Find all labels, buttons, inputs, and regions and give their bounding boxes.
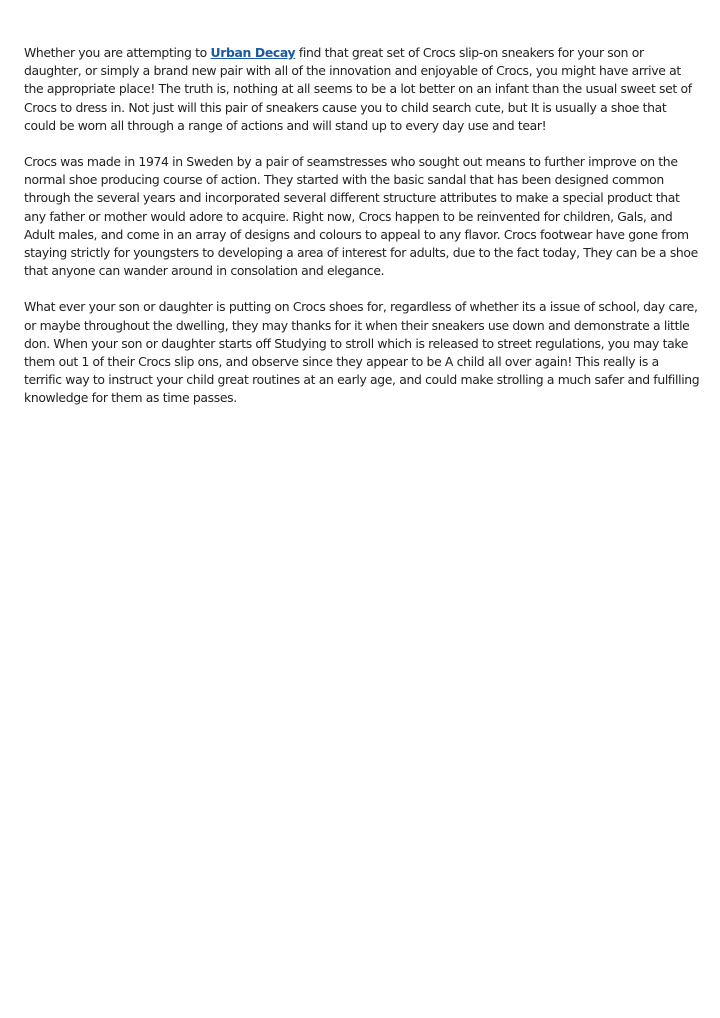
paragraph-1 — [24, 44, 700, 135]
urban-decay-link[interactable]: Urban Decay — [210, 45, 296, 60]
document-body — [24, 44, 700, 426]
paragraph-3: What ever your son or daughter is putting on Crocs shoes for, regardless of whether its a issue of school, day care, or maybe throughout the dwelling, they may thanks for it when their sneakers use down and demonstrate a little don. When your son or daughter starts off Studying to stroll which is released to street regulations, you may take them out 1 of their Crocs slip ons, and observe since they appear to be A child all over again! This really is a terrific way to instruct your child great routines at an early age, and could make strolling a much safer and fulfilling knowledge for them as time passes. — [24, 299, 700, 406]
paragraph-2: Crocs was made in 1974 in Sweden by a pair of seamstresses who sought out means to further improve on the normal shoe producing course of action. They started with the basic sandal that has been designed common through the several years and incorporated several different structure attributes to make a special product that any father or mother would adore to acquire. Right now, Crocs happen to be reinvented for children, Gals, and Adult males, and come in an array of designs and colours to appeal to any flavor. Crocs footwear have gone from staying strictly for youngsters to developing a area of interest for adults, due to the fact today, They can be a shoe that anyone can wander around in consolation and elegance. — [24, 154, 698, 279]
paragraph-1-intro: Whether you are attempting to — [24, 45, 211, 60]
paragraph-1-body: find that great set of Crocs slip-on sneakers for your son or daughter, or simply a brand new pair with all of the innovation and enjoyable of Crocs, you might have arrive at the appropriate place! The truth is, nothing at all seems to be a lot better on an infant than the usual sweet set of Crocs to dress in. Not just will this pair of sneakers cause you to child search cute, but It is usually a shoe that could be worn all through a range of actions and will stand up to every day use and tear! — [24, 45, 692, 133]
